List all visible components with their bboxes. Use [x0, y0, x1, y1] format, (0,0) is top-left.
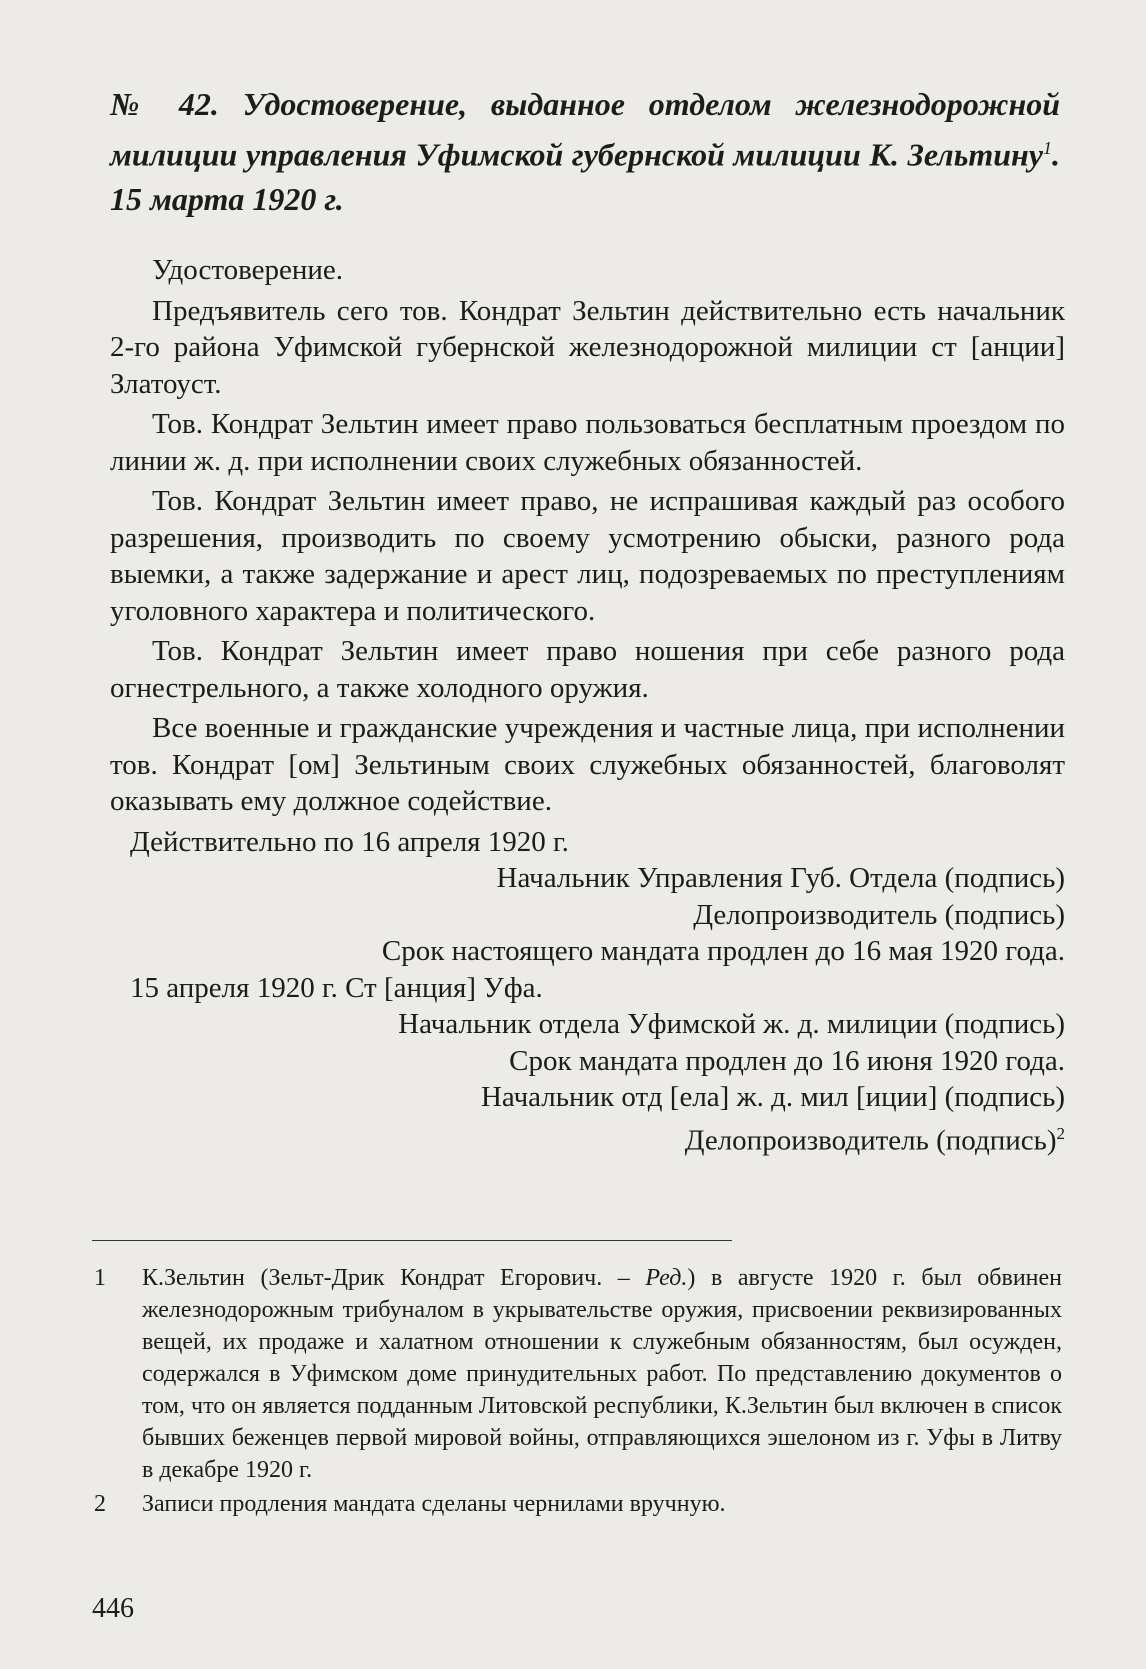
footnote-text-part: ) в августе 1920 г. был обвинен железнодорожным трибуналом в укрывательстве оружия, присвоении реквизированных вещей, их продаже и халатном отношении к служебным обязанностям, был осужден, содержался в Уфимском доме принудительных работ. По представлению документов о том, что он является подданным Литовской республики, К.Зельтин был включен в список бывших беженцев первой мировой войны, отправляющихся эшелоном из г. Уфы в Литву в декабре 1920 г.	[142, 1265, 1063, 1483]
footnote-number: 2	[94, 1491, 106, 1517]
signature-clerk-2-text: Делопроизводитель (подпись)	[684, 1124, 1057, 1157]
signature-dept: Начальник отдела Уфимской ж. д. милиции (подпись)	[398, 1008, 1065, 1040]
footnote	[92, 1488, 1062, 1520]
footnotes	[92, 1262, 1062, 1522]
footnote-number: 1	[94, 1265, 106, 1291]
footnote-editor-mark: Ред.	[645, 1265, 688, 1291]
signature-clerk-2	[110, 1116, 1065, 1159]
footnote-text-part: К.Зельтин (Зельт-Дрик Кондрат Егорович. –	[142, 1265, 646, 1291]
signature-head: Начальник Управления Губ. Отдела (подпись)	[496, 862, 1065, 894]
footnote-text	[142, 1262, 1062, 1486]
signature-clerk: Делопроизводитель (подпись)	[693, 898, 1065, 931]
clerk-footnote-ref[interactable]: 2	[1056, 1123, 1065, 1143]
paragraph: Все военные и гражданские учреждения и частные лица, при исполнении тов. Кондрат [ом] Зельтиным своих служебных обязанностей, благоволят оказывать ему должное содействие.	[110, 712, 1065, 817]
heading-text: № 42. Удостоверение, выданное отделом железнодорожной милиции управления Уфимской губернской милиции К. Зельтину	[110, 86, 1060, 173]
footnote-text: Записи продления мандата сделаны чернилами вручную.	[142, 1491, 726, 1517]
footnote	[92, 1262, 1062, 1486]
page-number: 446	[92, 1593, 134, 1624]
validity-line: Действительно по 16 апреля 1920 г.	[130, 825, 569, 858]
extension-note-1: Срок настоящего мандата продлен до 16 мая 1920 года.	[381, 935, 1065, 967]
body-title: Удостоверение.	[152, 254, 344, 286]
paragraph: Тов. Кондрат Зельтин имеет право ношения при себе разного рода огнестрельного, а также холодного оружия.	[110, 635, 1065, 704]
footnote-divider	[92, 1240, 732, 1241]
paragraph: Тов. Кондрат Зельтин имеет право пользоваться бесплатным проездом по линии ж. д. при исполнении своих служебных обязанностей.	[110, 408, 1065, 477]
paragraph: Предъявитель сего тов. Кондрат Зельтин действительно есть начальник 2-го района Уфимской губернской железнодорожной милиции ст [анции] Златоуст.	[110, 294, 1065, 400]
signature-dept-2: Начальник отд [ела] ж. д. мил [иции] (подпись)	[480, 1081, 1065, 1113]
heading-footnote-ref[interactable]: 1	[1043, 138, 1052, 158]
document-body	[110, 252, 1065, 1159]
document-heading: № 42. Удостоверение, выданное отделом железнодорожной милиции управления Уфимской губернской милиции К. Зельтину$^1$. 15 марта 1920 г.	[110, 86, 1060, 217]
heading-date: 15 марта 1920 г.	[110, 180, 344, 217]
paragraph: Тов. Кондрат Зельтин имеет право, не испрашивая каждый раз особого разрешения, производить по своему усмотрению обыски, разного рода выемки, а также задержание и арест лиц, подозреваемых по преступлениям уголовного характера и политического.	[110, 485, 1065, 627]
extension-date: 15 апреля 1920 г. Ст [анция] Уфа.	[130, 971, 543, 1004]
extension-note-2: Срок мандата продлен до 16 июня 1920 года.	[509, 1044, 1065, 1077]
